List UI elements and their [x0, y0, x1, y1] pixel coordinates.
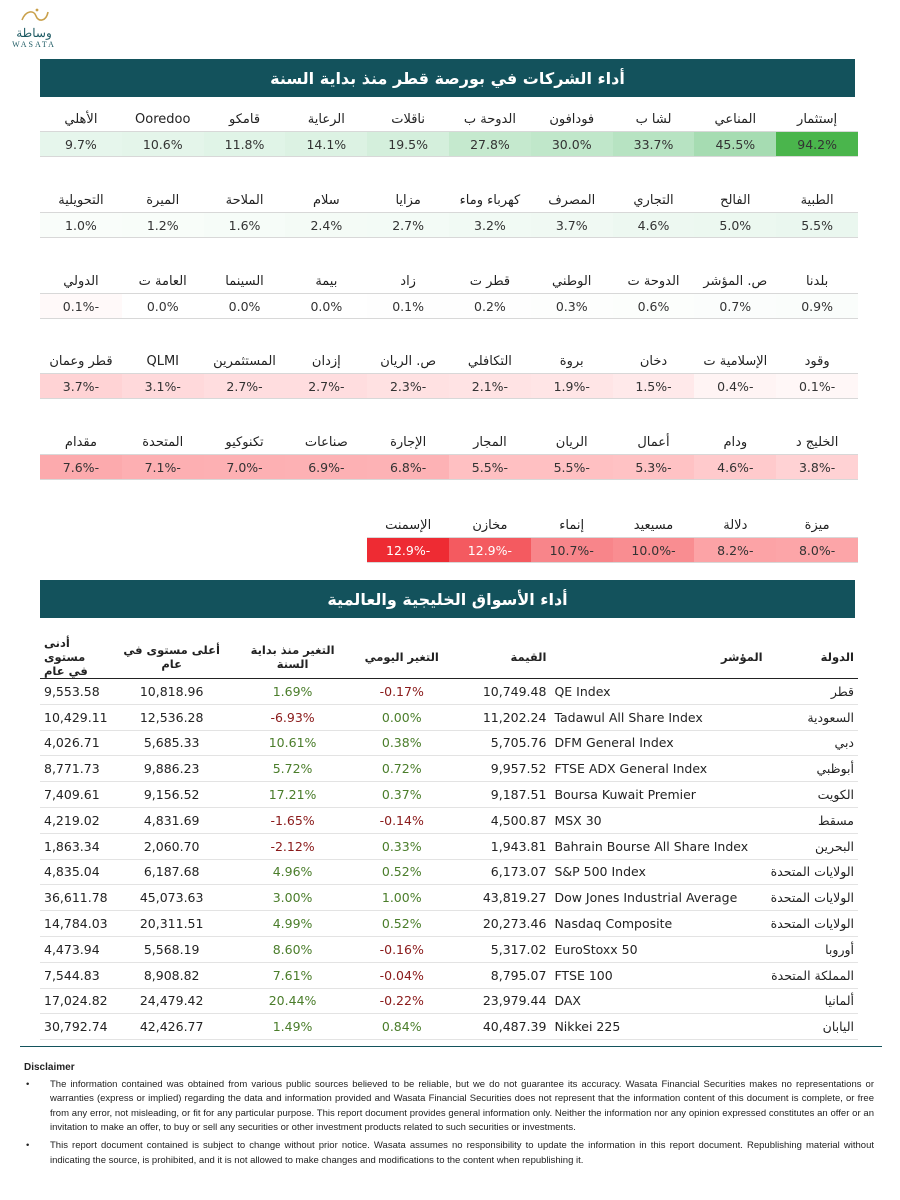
logo-arabic: وساطة: [16, 26, 52, 40]
disclaimer-paragraph: [24, 1078, 874, 1136]
company-ytd-change: 1.6%: [204, 212, 286, 238]
company-name: الأهلي: [64, 111, 98, 127]
row-country: اليابان: [767, 1014, 858, 1040]
company-name: [204, 513, 286, 537]
row-52w-high: 24,479.42: [112, 988, 232, 1014]
company-ytd-change: 0.7%: [694, 293, 776, 319]
row-52w-high: 4,831.69: [112, 807, 232, 833]
company-ytd-change: -2.1%: [449, 373, 531, 399]
company-ytd-change: [122, 537, 204, 561]
company-ytd-change: 0.9%: [776, 293, 858, 319]
markets-performance-title: أداء الأسواق الخليجية والعالمية: [40, 580, 855, 618]
row-52w-low: 1,863.34: [40, 833, 112, 859]
performance-group: [40, 430, 858, 480]
row-value: 8,795.07: [450, 962, 550, 988]
company-ytd-change: 4.6%: [613, 212, 695, 238]
company-name: بلدنا: [805, 273, 829, 289]
disclaimer-text: The information contained was obtained from various public sources believed to be reliable, but we do not guarantee its accuracy. Wasata Financial Securities makes no representations or warranties (express or implied) regarding the data and information provided and Wasata Financial Securities does not represent that the information content of this document is complete, or free from any error, not misleading, or fit for any particular purpose. This report document provides general information only. Neither the information nor any opinion expressed constitutes an offer or an invitation to make an offer, to buy or sell any securities or other investment products related to such securities or investments.: [50, 1078, 874, 1134]
company-name: الميرة: [146, 192, 180, 208]
company-ytd-change: -4.6%: [694, 454, 776, 480]
table-row: [40, 833, 858, 859]
company-ytd-change: 0.6%: [613, 293, 695, 319]
row-ytd-change: 20.44%: [232, 988, 354, 1014]
markets-table: [40, 636, 858, 1040]
row-ytd-change: 10.61%: [232, 730, 354, 756]
row-value: 10,749.48: [450, 679, 550, 705]
row-daily-change: 0.38%: [353, 730, 450, 756]
company-ytd-change: 2.4%: [285, 212, 367, 238]
company-ytd-change: -6.8%: [367, 454, 449, 480]
row-ytd-change: 17.21%: [232, 782, 354, 808]
company-name: الريان: [555, 434, 588, 450]
row-value: 5,705.76: [450, 730, 550, 756]
wasata-logo: [8, 6, 60, 54]
company-ytd-change: 11.8%: [204, 131, 286, 157]
company-ytd-change: -2.7%: [285, 373, 367, 399]
company-name: سلام: [312, 192, 340, 208]
company-ytd-change: -1.9%: [531, 373, 613, 399]
company-name: قامكو: [229, 111, 261, 127]
row-52w-low: 4,473.94: [40, 936, 112, 962]
company-name: الإجارة: [390, 434, 427, 450]
row-ytd-change: -6.93%: [232, 704, 354, 730]
row-daily-change: -0.17%: [353, 679, 450, 705]
row-value: 43,819.27: [450, 885, 550, 911]
company-ytd-change: -3.7%: [40, 373, 122, 399]
row-52w-low: 4,835.04: [40, 859, 112, 885]
row-value: 9,187.51: [450, 782, 550, 808]
company-name: المناعي: [714, 111, 757, 127]
table-row: [40, 988, 858, 1014]
row-value: 40,487.39: [450, 1014, 550, 1040]
row-country: البحرين: [767, 833, 858, 859]
row-ytd-change: 1.69%: [232, 679, 354, 705]
table-row: [40, 859, 858, 885]
row-country: قطر: [767, 679, 858, 705]
company-name: التكافلي: [467, 353, 512, 369]
row-value: 20,273.46: [450, 911, 550, 937]
row-52w-high: 45,073.63: [112, 885, 232, 911]
row-country: مسقط: [767, 807, 858, 833]
bullet-icon: •: [26, 1139, 30, 1151]
row-country: المملكة المتحدة: [767, 962, 858, 988]
company-ytd-change: -8.0%: [776, 537, 858, 563]
row-ytd-change: 5.72%: [232, 756, 354, 782]
company-name: فودافون: [549, 111, 595, 127]
company-name: تكنوكيو: [225, 434, 264, 450]
company-name: زاد: [400, 273, 416, 289]
row-52w-high: 2,060.70: [112, 833, 232, 859]
row-index-name: MSX 30: [550, 807, 766, 833]
company-name: Ooredoo: [135, 111, 191, 127]
row-52w-low: 4,219.02: [40, 807, 112, 833]
company-name: الإسلامية ت: [703, 353, 768, 369]
row-value: 11,202.24: [450, 704, 550, 730]
table-row: [40, 782, 858, 808]
company-name: [285, 513, 367, 537]
company-name: لشا ب: [635, 111, 672, 127]
company-ytd-change: [285, 537, 367, 561]
markets-table-header: [40, 636, 858, 679]
company-name: قطر ت: [469, 273, 511, 289]
company-ytd-change: 9.7%: [40, 131, 122, 157]
row-index-name: Tadawul All Share Index: [550, 704, 766, 730]
row-ytd-change: 1.49%: [232, 1014, 354, 1040]
row-ytd-change: 7.61%: [232, 962, 354, 988]
header-index: المؤشر: [550, 636, 766, 679]
header-value: القيمة: [450, 636, 550, 679]
row-ytd-change: -1.65%: [232, 807, 354, 833]
row-52w-high: 10,818.96: [112, 679, 232, 705]
company-name: الطبية: [800, 192, 834, 208]
company-ytd-change: -0.4%: [694, 373, 776, 399]
row-52w-low: 14,784.03: [40, 911, 112, 937]
row-country: أوروبا: [767, 936, 858, 962]
row-daily-change: 0.37%: [353, 782, 450, 808]
row-ytd-change: 4.99%: [232, 911, 354, 937]
row-ytd-change: 4.96%: [232, 859, 354, 885]
company-ytd-change: 5.5%: [776, 212, 858, 238]
company-name: إزدان: [311, 353, 341, 369]
row-index-name: S&P 500 Index: [550, 859, 766, 885]
row-52w-low: 10,429.11: [40, 704, 112, 730]
company-ytd-change: -5.5%: [531, 454, 613, 480]
table-row: [40, 936, 858, 962]
table-row: [40, 807, 858, 833]
company-ytd-change: 33.7%: [613, 131, 695, 157]
company-ytd-change: -5.5%: [449, 454, 531, 480]
table-row: [40, 679, 858, 705]
row-index-name: DAX: [550, 988, 766, 1014]
company-name: دخان: [639, 353, 668, 369]
row-ytd-change: 8.60%: [232, 936, 354, 962]
row-country: الولايات المتحدة: [767, 885, 858, 911]
performance-group: [40, 107, 858, 157]
company-ytd-change: -2.7%: [204, 373, 286, 399]
row-value: 1,943.81: [450, 833, 550, 859]
company-ytd-change: 0.0%: [204, 293, 286, 319]
row-daily-change: 0.33%: [353, 833, 450, 859]
company-name: المتحدة: [142, 434, 184, 450]
row-daily-change: 0.84%: [353, 1014, 450, 1040]
company-name: كهرباء وماء: [459, 192, 521, 208]
company-name: التحويلية: [58, 192, 104, 208]
company-ytd-change: 10.6%: [122, 131, 204, 157]
row-52w-low: 8,771.73: [40, 756, 112, 782]
row-index-name: QE Index: [550, 679, 766, 705]
company-name: ص. المؤشر: [703, 273, 768, 289]
company-ytd-change: 19.5%: [367, 131, 449, 157]
company-ytd-change: -0.1%: [40, 293, 122, 319]
company-name: العامة ت: [138, 273, 187, 289]
row-country: دبي: [767, 730, 858, 756]
row-index-name: Nikkei 225: [550, 1014, 766, 1040]
company-name: الخليج د: [795, 434, 839, 450]
company-name: قطر وعمان: [49, 353, 113, 369]
company-ytd-change: [40, 537, 122, 561]
qse-performance-title: أداء الشركات في بورصة قطر منذ بداية السنة: [40, 59, 855, 97]
row-52w-high: 6,187.68: [112, 859, 232, 885]
company-ytd-change: 0.3%: [531, 293, 613, 319]
row-daily-change: 0.00%: [353, 704, 450, 730]
table-row: [40, 885, 858, 911]
disclaimer-divider: [20, 1046, 882, 1047]
row-ytd-change: -2.12%: [232, 833, 354, 859]
row-daily-change: -0.04%: [353, 962, 450, 988]
company-ytd-change: -3.1%: [122, 373, 204, 399]
table-row: [40, 911, 858, 937]
company-name: المستثمرين: [213, 353, 276, 369]
row-52w-high: 12,536.28: [112, 704, 232, 730]
row-52w-high: 42,426.77: [112, 1014, 232, 1040]
row-52w-high: 8,908.82: [112, 962, 232, 988]
company-ytd-change: -10.0%: [613, 537, 695, 563]
company-ytd-change: 0.1%: [367, 293, 449, 319]
table-row: [40, 756, 858, 782]
company-name: [122, 513, 204, 537]
row-country: الكويت: [767, 782, 858, 808]
disclaimer-paragraph: [24, 1139, 874, 1168]
row-daily-change: 0.72%: [353, 756, 450, 782]
row-52w-low: 36,611.78: [40, 885, 112, 911]
company-name: الرعاية: [307, 111, 345, 127]
row-value: 6,173.07: [450, 859, 550, 885]
company-ytd-change: -12.9%: [449, 537, 531, 563]
row-daily-change: 0.52%: [353, 911, 450, 937]
company-name: بيمة: [315, 273, 338, 289]
company-name: مقدام: [64, 434, 97, 450]
company-ytd-change: 3.7%: [531, 212, 613, 238]
performance-group: [40, 349, 858, 399]
disclaimer: [24, 1061, 874, 1171]
row-index-name: FTSE ADX General Index: [550, 756, 766, 782]
company-name: الدوحة ب: [463, 111, 516, 127]
row-daily-change: -0.14%: [353, 807, 450, 833]
row-value: 9,957.52: [450, 756, 550, 782]
header-country: الدولة: [767, 636, 858, 679]
company-name: إنماء: [559, 517, 585, 533]
company-name: الملاحة: [225, 192, 264, 208]
row-daily-change: -0.22%: [353, 988, 450, 1014]
disclaimer-title: Disclaimer: [24, 1062, 75, 1073]
row-52w-high: 20,311.51: [112, 911, 232, 937]
company-name: أعمال: [637, 434, 670, 450]
table-row: [40, 962, 858, 988]
company-name: QLMI: [146, 353, 179, 369]
company-ytd-change: 5.0%: [694, 212, 776, 238]
company-ytd-change: 45.5%: [694, 131, 776, 157]
company-name: المجار: [473, 434, 507, 450]
row-52w-high: 5,568.19: [112, 936, 232, 962]
company-ytd-change: 1.0%: [40, 212, 122, 238]
company-ytd-change: -7.6%: [40, 454, 122, 480]
row-52w-low: 7,544.83: [40, 962, 112, 988]
header-ytd-change: التغير منذ بداية السنة: [232, 636, 354, 679]
company-ytd-change: -1.5%: [613, 373, 695, 399]
company-name: السينما: [225, 273, 264, 289]
header-52w-high: أعلى مستوى في عام: [112, 636, 232, 679]
logo-english: WASATA: [12, 40, 56, 49]
row-index-name: Boursa Kuwait Premier: [550, 782, 766, 808]
row-value: 4,500.87: [450, 807, 550, 833]
performance-group: [40, 513, 858, 563]
row-index-name: Nasdaq Composite: [550, 911, 766, 937]
company-name: الوطني: [552, 273, 592, 289]
company-ytd-change: 0.2%: [449, 293, 531, 319]
row-52w-low: 4,026.71: [40, 730, 112, 756]
company-ytd-change: 2.7%: [367, 212, 449, 238]
company-name: الفالح: [720, 192, 751, 208]
company-ytd-change: -7.1%: [122, 454, 204, 480]
row-country: الولايات المتحدة: [767, 859, 858, 885]
company-ytd-change: 94.2%: [776, 131, 858, 157]
row-52w-high: 9,156.52: [112, 782, 232, 808]
company-ytd-change: 30.0%: [531, 131, 613, 157]
company-name: صناعات: [304, 434, 348, 450]
row-daily-change: 0.52%: [353, 859, 450, 885]
company-name: وقود: [804, 353, 830, 369]
company-ytd-change: 0.0%: [122, 293, 204, 319]
company-ytd-change: -12.9%: [367, 537, 449, 563]
row-index-name: EuroStoxx 50: [550, 936, 766, 962]
company-ytd-change: -8.2%: [694, 537, 776, 563]
logo-swirl-icon: [8, 6, 60, 26]
disclaimer-text: This report document contained is subject to change without prior notice. Wasata assumes no responsibility to update the information in this report document. Republishing material without indicating the source, is prohibited, and it is not allowed to make changes and modifications to the content when republishing it.: [50, 1139, 874, 1166]
company-name: دلالة: [723, 517, 748, 533]
header-daily-change: التغير اليومي: [353, 636, 450, 679]
company-name: ص. الريان: [380, 353, 437, 369]
company-ytd-change: 1.2%: [122, 212, 204, 238]
company-ytd-change: 3.2%: [449, 212, 531, 238]
row-country: أبوظبي: [767, 756, 858, 782]
company-ytd-change: -3.8%: [776, 454, 858, 480]
row-country: ألمانيا: [767, 988, 858, 1014]
company-name: إستثمار: [797, 111, 838, 127]
row-value: 23,979.44: [450, 988, 550, 1014]
company-name: الإسمنت: [385, 517, 432, 533]
company-ytd-change: 14.1%: [285, 131, 367, 157]
company-ytd-change: -2.3%: [367, 373, 449, 399]
performance-group: [40, 188, 858, 238]
performance-group: [40, 269, 858, 319]
company-ytd-change: 0.0%: [285, 293, 367, 319]
company-ytd-change: 27.8%: [449, 131, 531, 157]
company-name: بروة: [559, 353, 584, 369]
company-name: مزايا: [395, 192, 421, 208]
company-name: مسيعيد: [633, 517, 674, 533]
row-country: السعودية: [767, 704, 858, 730]
company-ytd-change: -6.9%: [285, 454, 367, 480]
company-ytd-change: -0.1%: [776, 373, 858, 399]
company-name: المصرف: [548, 192, 596, 208]
company-name: مخازن: [472, 517, 508, 533]
row-index-name: Dow Jones Industrial Average: [550, 885, 766, 911]
company-name: الدوحة ت: [627, 273, 680, 289]
company-ytd-change: -7.0%: [204, 454, 286, 480]
row-52w-low: 17,024.82: [40, 988, 112, 1014]
row-index-name: FTSE 100: [550, 962, 766, 988]
row-52w-low: 7,409.61: [40, 782, 112, 808]
row-ytd-change: 3.00%: [232, 885, 354, 911]
bullet-icon: •: [26, 1078, 30, 1090]
company-name: ناقلات: [391, 111, 426, 127]
company-name: ميزة: [804, 517, 830, 533]
row-value: 5,317.02: [450, 936, 550, 962]
header-52w-low: أدنى مستوى في عام: [40, 636, 112, 679]
company-name: ودام: [723, 434, 748, 450]
company-name: [40, 513, 122, 537]
table-row: [40, 704, 858, 730]
row-daily-change: 1.00%: [353, 885, 450, 911]
company-name: الدولي: [63, 273, 99, 289]
table-row: [40, 730, 858, 756]
row-52w-high: 9,886.23: [112, 756, 232, 782]
company-ytd-change: -10.7%: [531, 537, 613, 563]
row-country: الولايات المتحدة: [767, 911, 858, 937]
company-name: التجاري: [633, 192, 674, 208]
row-index-name: Bahrain Bourse All Share Index: [550, 833, 766, 859]
table-row: [40, 1014, 858, 1040]
row-52w-high: 5,685.33: [112, 730, 232, 756]
row-index-name: DFM General Index: [550, 730, 766, 756]
company-ytd-change: [204, 537, 286, 561]
company-ytd-change: -5.3%: [613, 454, 695, 480]
row-52w-low: 30,792.74: [40, 1014, 112, 1040]
row-52w-low: 9,553.58: [40, 679, 112, 705]
row-daily-change: -0.16%: [353, 936, 450, 962]
